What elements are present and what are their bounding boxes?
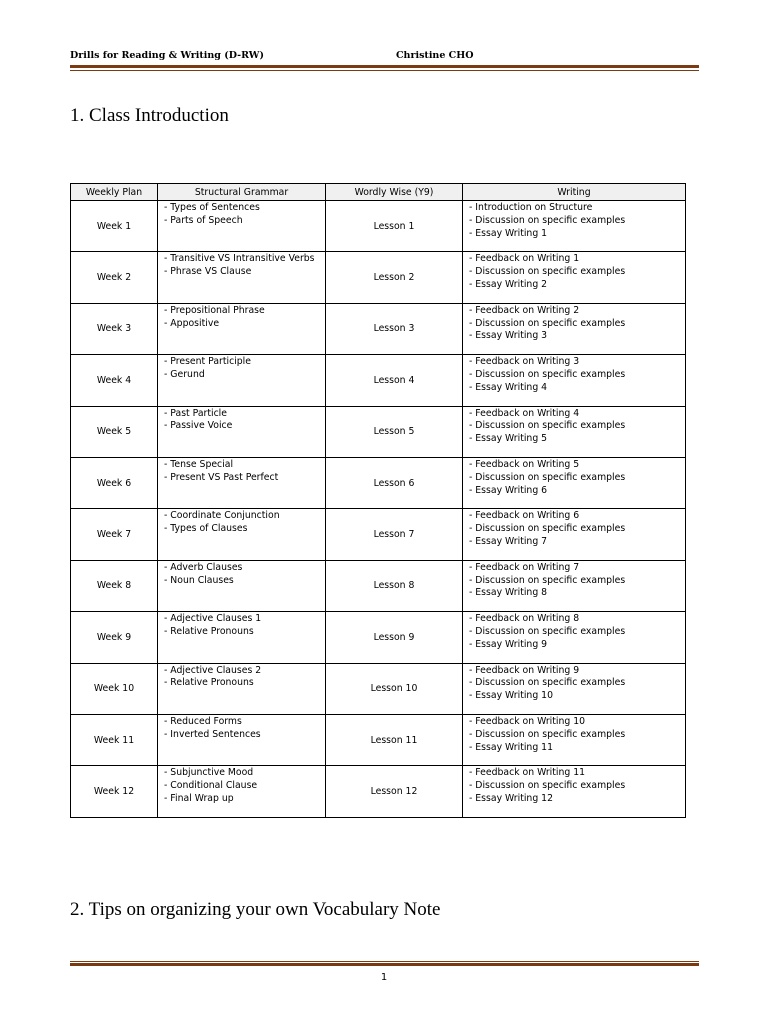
writing-item: - Discussion on specific examples <box>469 523 626 535</box>
header-author: Christine CHO <box>396 50 474 61</box>
lesson-cell: Lesson 2 <box>326 252 463 303</box>
footer-rule-thin <box>70 961 699 962</box>
writing-item: - Discussion on specific examples <box>469 780 626 792</box>
week-cell: Week 3 <box>71 303 158 354</box>
table-header-row <box>71 184 686 201</box>
column-header: Weekly Plan <box>71 184 158 201</box>
table-row <box>71 406 686 457</box>
table-row <box>71 252 686 303</box>
writing-cell <box>463 406 686 457</box>
writing-item: - Essay Writing 11 <box>469 741 554 753</box>
grammar-item: - Noun Clauses <box>164 574 234 586</box>
table-row <box>71 612 686 663</box>
writing-item: - Essay Writing 7 <box>469 535 548 547</box>
lesson-cell: Lesson 6 <box>326 457 463 508</box>
writing-cell <box>463 560 686 611</box>
writing-item: - Discussion on specific examples <box>469 317 626 329</box>
grammar-item: - Present Participle <box>164 356 251 368</box>
writing-cell <box>463 714 686 765</box>
week-cell: Week 11 <box>71 714 158 765</box>
lesson-cell: Lesson 1 <box>326 201 463 252</box>
grammar-item: - Tense Special <box>164 458 234 470</box>
writing-item: - Essay Writing 3 <box>469 330 548 342</box>
writing-item: - Feedback on Writing 1 <box>469 253 580 265</box>
grammar-cell <box>158 612 326 663</box>
grammar-cell <box>158 663 326 714</box>
writing-item: - Essay Writing 10 <box>469 690 554 702</box>
writing-item: - Essay Writing 9 <box>469 638 548 650</box>
week-cell: Week 4 <box>71 355 158 406</box>
week-cell: Week 12 <box>71 766 158 817</box>
week-cell: Week 10 <box>71 663 158 714</box>
table-row <box>71 766 686 817</box>
lesson-cell: Lesson 9 <box>326 612 463 663</box>
grammar-item: - Relative Pronouns <box>164 625 254 637</box>
week-cell: Week 9 <box>71 612 158 663</box>
grammar-cell <box>158 201 326 252</box>
writing-item: - Discussion on specific examples <box>469 471 626 483</box>
writing-item: - Discussion on specific examples <box>469 420 626 432</box>
writing-item: - Discussion on specific examples <box>469 677 626 689</box>
lesson-cell: Lesson 7 <box>326 509 463 560</box>
grammar-item: - Reduced Forms <box>164 715 242 727</box>
grammar-cell <box>158 560 326 611</box>
writing-item: - Essay Writing 6 <box>469 484 548 496</box>
writing-item: - Feedback on Writing 7 <box>469 561 580 573</box>
writing-item: - Essay Writing 1 <box>469 227 548 239</box>
section-1-title: 1. Class Introduction <box>70 105 229 126</box>
table-row <box>71 509 686 560</box>
writing-cell <box>463 303 686 354</box>
lesson-cell: Lesson 8 <box>326 560 463 611</box>
grammar-cell <box>158 509 326 560</box>
writing-item: - Feedback on Writing 4 <box>469 407 580 419</box>
grammar-item: - Parts of Speech <box>164 214 243 226</box>
week-cell: Week 6 <box>71 457 158 508</box>
table-row <box>71 663 686 714</box>
header-rule-thin <box>70 70 699 71</box>
table-row <box>71 355 686 406</box>
lesson-cell: Lesson 10 <box>326 663 463 714</box>
table-row <box>71 560 686 611</box>
header-rule-thick <box>70 65 699 68</box>
grammar-item: - Coordinate Conjunction <box>164 510 280 522</box>
grammar-item: - Conditional Clause <box>164 780 258 792</box>
grammar-cell <box>158 303 326 354</box>
writing-cell <box>463 509 686 560</box>
column-header: Structural Grammar <box>158 184 326 201</box>
footer-rule-thick <box>70 963 699 966</box>
grammar-item: - Subjunctive Mood <box>164 767 254 779</box>
header-course-title: Drills for Reading & Writing (D-RW) <box>70 50 264 61</box>
writing-item: - Essay Writing 2 <box>469 278 548 290</box>
lesson-cell: Lesson 11 <box>326 714 463 765</box>
writing-item: - Feedback on Writing 2 <box>469 304 580 316</box>
writing-item: - Feedback on Writing 5 <box>469 458 580 470</box>
lesson-cell: Lesson 4 <box>326 355 463 406</box>
week-cell: Week 7 <box>71 509 158 560</box>
section-2-title: 2. Tips on organizing your own Vocabulary Note <box>70 899 441 920</box>
writing-item: - Discussion on specific examples <box>469 625 626 637</box>
lesson-cell: Lesson 12 <box>326 766 463 817</box>
writing-item: - Discussion on specific examples <box>469 368 626 380</box>
writing-cell <box>463 201 686 252</box>
writing-item: - Feedback on Writing 10 <box>469 715 586 727</box>
writing-cell <box>463 612 686 663</box>
grammar-item: - Relative Pronouns <box>164 677 254 689</box>
writing-item: - Feedback on Writing 6 <box>469 510 580 522</box>
grammar-cell <box>158 406 326 457</box>
grammar-item: - Types of Sentences <box>164 202 260 213</box>
grammar-item: - Transitive VS Intransitive Verbs <box>164 253 315 265</box>
writing-item: - Discussion on specific examples <box>469 214 626 226</box>
grammar-item: - Present VS Past Perfect <box>164 471 279 483</box>
grammar-cell <box>158 355 326 406</box>
writing-item: - Feedback on Writing 8 <box>469 613 580 625</box>
table-row <box>71 303 686 354</box>
week-cell: Week 2 <box>71 252 158 303</box>
grammar-item: - Phrase VS Clause <box>164 266 252 278</box>
page-number: 1 <box>380 972 388 983</box>
grammar-item: - Inverted Sentences <box>164 728 261 740</box>
grammar-item: - Adverb Clauses <box>164 561 243 573</box>
writing-item: - Feedback on Writing 11 <box>469 767 586 779</box>
writing-item: - Introduction on Structure <box>469 202 593 213</box>
writing-item: - Feedback on Writing 9 <box>469 664 580 676</box>
writing-cell <box>463 766 686 817</box>
grammar-item: - Adjective Clauses 2 <box>164 664 262 676</box>
writing-cell <box>463 355 686 406</box>
grammar-item: - Types of Clauses <box>164 523 248 535</box>
column-header: Writing <box>463 184 686 201</box>
writing-item: - Essay Writing 4 <box>469 381 548 393</box>
week-cell: Week 5 <box>71 406 158 457</box>
grammar-item: - Final Wrap up <box>164 792 234 804</box>
grammar-item: - Appositive <box>164 317 220 329</box>
writing-item: - Feedback on Writing 3 <box>469 356 580 368</box>
table-row <box>71 714 686 765</box>
table-row <box>71 201 686 252</box>
writing-item: - Discussion on specific examples <box>469 728 626 740</box>
week-cell: Week 1 <box>71 201 158 252</box>
week-cell: Week 8 <box>71 560 158 611</box>
writing-item: - Discussion on specific examples <box>469 574 626 586</box>
lesson-cell: Lesson 3 <box>326 303 463 354</box>
table-row <box>71 457 686 508</box>
grammar-cell <box>158 714 326 765</box>
grammar-cell <box>158 252 326 303</box>
grammar-item: - Prepositional Phrase <box>164 304 265 316</box>
writing-item: - Essay Writing 12 <box>469 792 554 804</box>
writing-cell <box>463 457 686 508</box>
writing-cell <box>463 663 686 714</box>
grammar-item: - Gerund <box>164 368 205 380</box>
writing-item: - Essay Writing 8 <box>469 587 548 599</box>
weekly-plan-table <box>70 183 686 818</box>
grammar-item: - Past Particle <box>164 407 227 419</box>
grammar-cell <box>158 457 326 508</box>
lesson-cell: Lesson 5 <box>326 406 463 457</box>
column-header: Wordly Wise (Y9) <box>326 184 463 201</box>
grammar-item: - Passive Voice <box>164 420 233 432</box>
writing-item: - Discussion on specific examples <box>469 266 626 278</box>
grammar-item: - Adjective Clauses 1 <box>164 613 262 625</box>
writing-cell <box>463 252 686 303</box>
writing-item: - Essay Writing 5 <box>469 433 548 445</box>
grammar-cell <box>158 766 326 817</box>
